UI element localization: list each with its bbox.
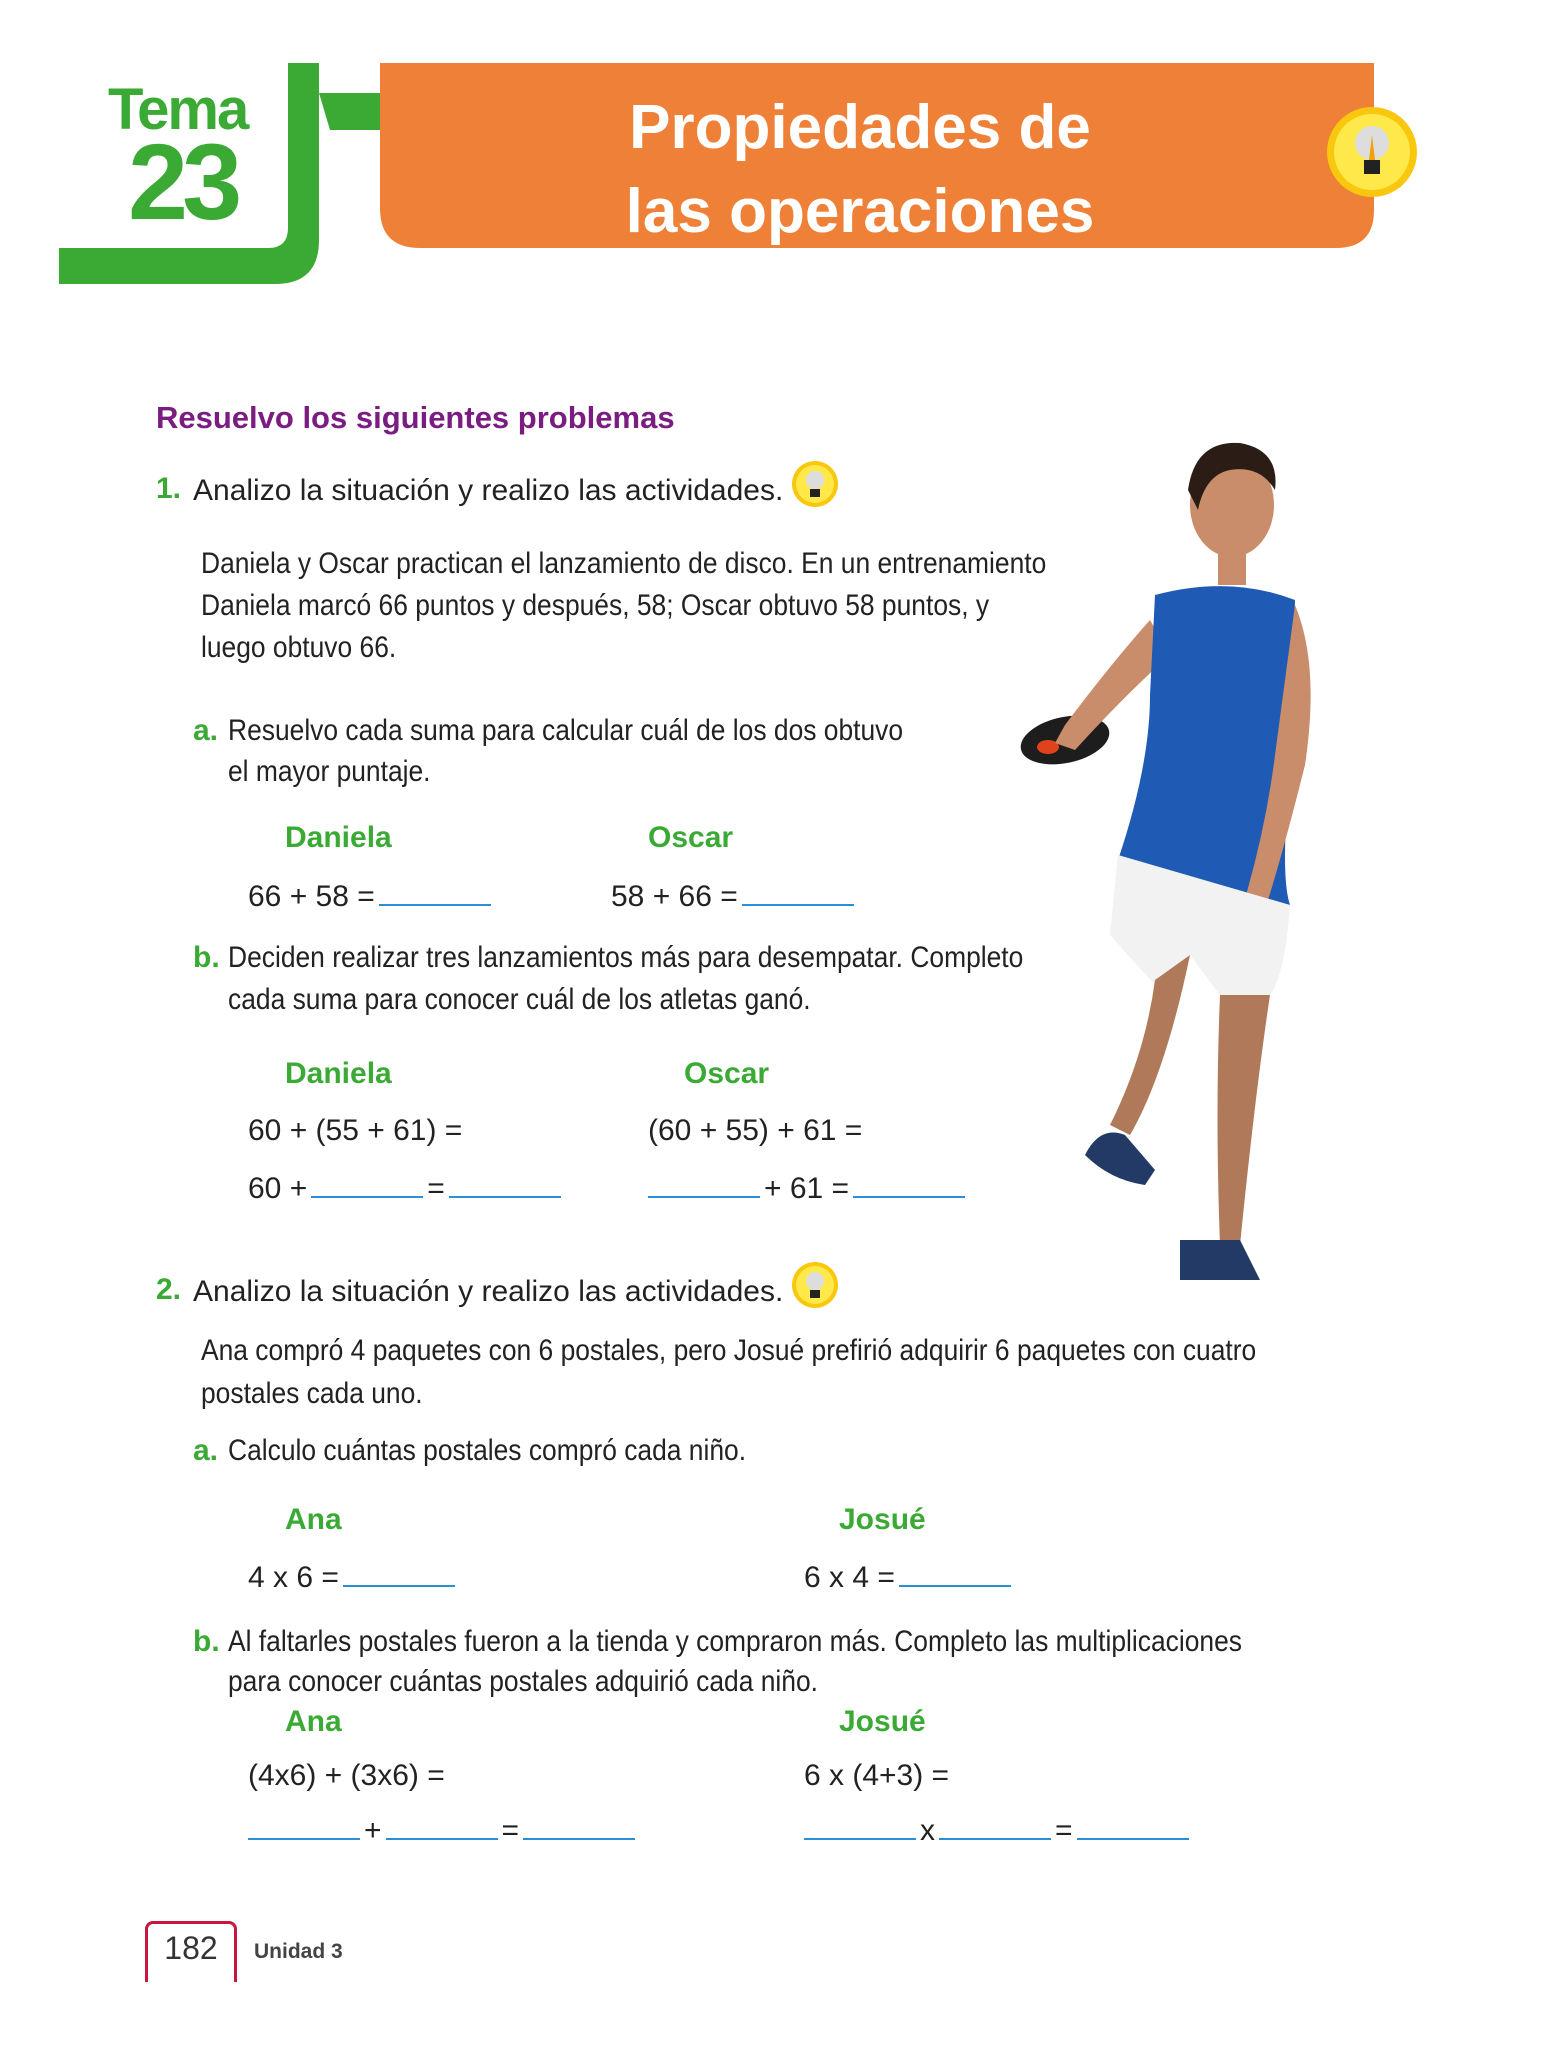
lightbulb-icon [791,460,839,508]
item-letter: a. [193,1434,219,1467]
name-label: Daniela [285,821,392,854]
item-text: Al faltarles postales fueron a la tienda y compraron más. Completo las multiplicaciones [228,1625,1242,1658]
page-title-line1: Propiedades de [629,93,1091,162]
unit-label: Unidad 3 [254,1940,343,1963]
discus-thrower-image [940,435,1320,1320]
page-title-line2: las operaciones [625,177,1095,246]
expression: 58 + 66 = [611,880,738,913]
answer-blank[interactable] [311,1174,423,1198]
problem2-instruction: Analizo la situación y realizo las actividades. [193,1275,784,1308]
name-label: Josué [839,1503,926,1536]
answer-blank[interactable] [449,1174,561,1198]
answer-blank[interactable] [1077,1816,1189,1840]
expression: 6 x (4+3) = [804,1759,950,1792]
expression: 4 x 6 = [248,1561,339,1594]
item-text: Calculo cuántas postales compró cada niño. [228,1434,747,1467]
item-letter: b. [193,1625,220,1658]
operator: 60 + [248,1172,308,1205]
equation [244,1816,639,1846]
item-text: para conocer cuántas postales adquirió cada niño. [228,1665,818,1698]
equation [248,882,495,912]
expression: (4x6) + (3x6) = [248,1759,445,1792]
problem2-paragraph: postales cada uno. [201,1377,423,1410]
operator: + [364,1814,382,1847]
problem2-number: 2. [156,1273,182,1306]
answer-blank[interactable] [386,1816,498,1840]
lightbulb-icon [791,1261,839,1309]
answer-blank[interactable] [742,882,854,906]
tema-label: Tema [108,77,248,142]
problem2-paragraph: Ana compró 4 paquetes con 6 postales, pero Josué prefirió adquirir 6 paquetes con cuatro [201,1334,1257,1367]
answer-blank[interactable] [523,1816,635,1840]
problem1-paragraph: Daniela y Oscar practican el lanzamiento de disco. En un entrenamiento [201,547,1047,580]
problem1-paragraph: luego obtuvo 66. [201,631,397,664]
item-text: Deciden realizar tres lanzamientos más para desempatar. Completo [228,941,1024,974]
expression: 6 x 4 = [804,1561,895,1594]
equation [248,1563,459,1593]
operator: = [427,1172,445,1205]
expression: 60 + (55 + 61) = [248,1114,463,1147]
equation [611,882,858,912]
problem1-paragraph: Daniela marcó 66 puntos y después, 58; Oscar obtuvo 58 puntos, y [201,589,990,622]
name-label: Ana [285,1705,342,1738]
item-letter: a. [193,714,219,747]
answer-blank[interactable] [939,1816,1051,1840]
tema-number: 23 [128,121,237,242]
equation [644,1174,969,1204]
operator: = [1055,1814,1073,1847]
lightbulb-icon [1325,105,1419,199]
equation [248,1174,565,1204]
problem2-instruction-row [193,1275,839,1309]
problem1-instruction: Analizo la situación y realizo las actividades. [193,474,784,507]
page-number-box [145,1921,237,1982]
section-title: Resuelvo los siguientes problemas [156,400,675,435]
answer-blank[interactable] [248,1816,360,1840]
answer-blank[interactable] [379,882,491,906]
answer-blank[interactable] [804,1816,916,1840]
problem1-number: 1. [156,472,182,505]
item-letter: b. [193,941,220,974]
item-text: Resuelvo cada suma para calcular cuál de los dos obtuvo [228,714,904,747]
problem1-instruction-row [193,474,839,508]
operator: + 61 = [764,1172,850,1205]
item-text: el mayor puntaje. [228,755,431,788]
name-label: Oscar [648,821,734,854]
answer-blank[interactable] [343,1563,455,1587]
name-label: Oscar [684,1057,770,1090]
name-label: Ana [285,1503,342,1536]
operator: x [920,1814,935,1847]
answer-blank[interactable] [899,1563,1011,1587]
expression: (60 + 55) + 61 = [648,1114,863,1147]
name-label: Daniela [285,1057,392,1090]
item-text: cada suma para conocer cuál de los atletas ganó. [228,983,811,1016]
answer-blank[interactable] [648,1174,760,1198]
equation [804,1563,1015,1593]
page-number: 182 [164,1930,218,1966]
expression: 66 + 58 = [248,880,375,913]
name-label: Josué [839,1705,926,1738]
equation [800,1816,1193,1846]
operator: = [501,1814,520,1847]
